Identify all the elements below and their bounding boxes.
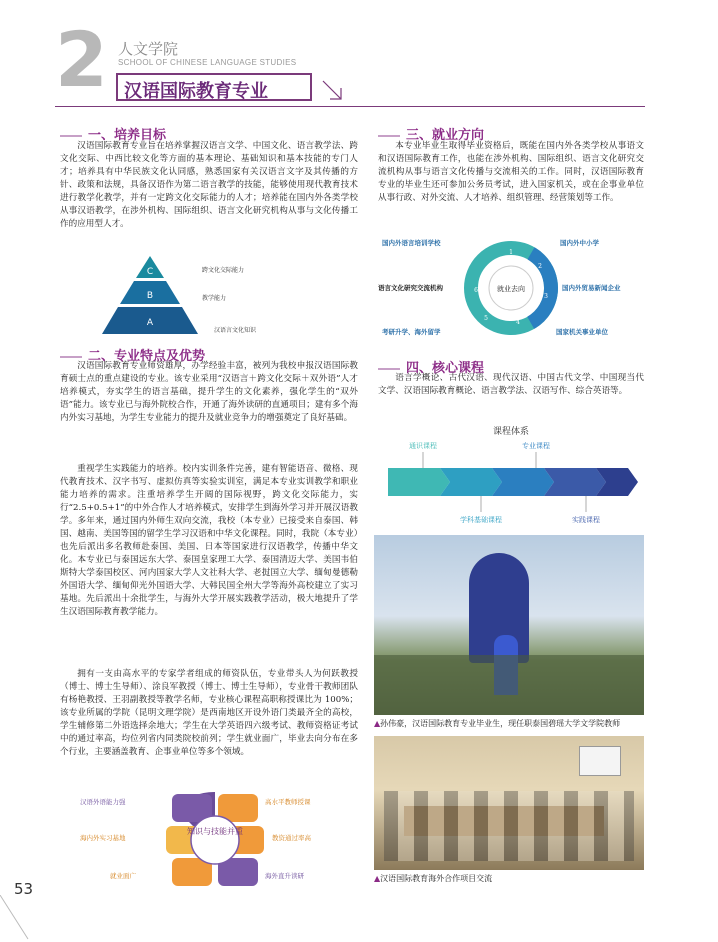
section-2-text-1: 汉语国际教育专业师资雄厚，办学经验丰富，被列为我校申报汉语国际教育硕士点的重点建设的专业。该专业采用“汉语言＋跨文化交际＋双外语”人才培养模式，夯实学生的语言基础，提升学生的文化素养，强化学生的“双外语”能力。该专业已与海外院校合作，开通了海外读研的直通项目；建有多个海内外实习基地，为学生专业能力的提升及就业竞争力的增强奠定了良好基础。: [60, 361, 358, 423]
career-cycle-diagram: [378, 232, 644, 344]
pyramid-label-c: 跨文化交际能力: [202, 267, 245, 274]
major-title: 汉语国际教育专业: [116, 73, 312, 101]
pyramid-letter-b: B: [146, 291, 154, 301]
section-3-text: 本专业毕业生取得毕业资格后，既能在国内外各类学校从事语文和汉语国际教育工作，也能在涉外机构、国际组织、语言文化研究交流机构从事与语言文化传播与交流相关的工作。同时，汉语国际教育专业的毕业生还可参加公务员考试，进入国家机关，或在企事业单位从事行政、对外交流、人才培养、组织管理、经营策划等工作。: [378, 141, 644, 203]
cycle-num-4: 4: [516, 319, 520, 326]
section-1-text: 汉语国际教育专业旨在培养掌握汉语言文学、中国文化、语言教学法、跨文化交际、中西比较文化等方面的基本理论、基础知识和基本技能的专门人才；培养具有中华民族文化认同感，熟悉国家有关汉语言文字及其传播的方针、政策和法规，具备汉语作为第二语言教学的技能，能够使用现代教育技术进行教学化教学，并有一定跨文化交际能力的人才；培养能在国内外各类学校从事汉语教学，在涉外机构、国际组织、语言文化研究机构从事与文化传播工作的应用型人才。: [60, 141, 358, 229]
presentation-screen: [579, 746, 621, 776]
section-number: 2: [55, 15, 108, 104]
cycle-num-1: 1: [509, 249, 513, 256]
wheel-center-label: 知识与技能并重: [187, 827, 243, 836]
section-4-title: 四、核心课程: [378, 357, 484, 376]
school-name-cn: 人文学院: [118, 40, 179, 58]
course-top-1: 通识课程: [409, 442, 437, 450]
meeting-photo: [374, 736, 644, 870]
cycle-label-bl: 考研升学、海外留学: [382, 328, 441, 336]
page-number: 53: [14, 880, 34, 898]
arrow-icon: [320, 78, 346, 104]
cycle-label-tl: 国内外语言培训学校: [382, 239, 441, 247]
corner-decoration: [0, 895, 30, 942]
cycle-num-6: 6: [474, 287, 478, 294]
course-title: 课程体系: [492, 427, 530, 437]
section-1-title: 一、培养目标: [60, 124, 166, 143]
cycle-label-l: 语言文化研究交流机构: [378, 284, 443, 292]
pyramid-letter-a: A: [146, 318, 154, 328]
section-3-title: 三、就业方向: [378, 124, 484, 143]
strengths-wheel-diagram: [80, 790, 350, 890]
school-name-en: SCHOOL OF CHINESE LANGUAGE STUDIES: [118, 58, 297, 67]
section-2-text-2: 重视学生实践能力的培养。校内实训条件完善，建有智能语音、微格、现代教育技术、汉字书写、虚拟仿真等实验实训室，满足本专业实训教学和职业能力培养的需求。注重培养学生开阔的国际视野，跨文化交际能力，实行“2.5+0.5+1”的中外合作人才培养模式，安排学生到海外学习并开展汉语教学。多年来，通过国内外师生双向交流，我校（本专业）已接受来自泰国、韩国、越南、美国等国的留学生学习汉语和中华文化课程。同时，我院（本专业）也先后派出多名教师赴泰国、美国、日本等国家进行汉语教学，传播中华文化。本专业已与泰国远东大学、泰国皇家理工大学、泰国清迈大学、美国韦伯斯特大学泰国校区、河内国家大学人文社科大学、老挝国立大学、缅甸曼德勒外国语大学、缅甸仰光外国语大学、大韩民国全州大学等海外高校建立了实习基地。先后派出十余批学生，与海外大学开展实践教学活动，极大地提升了学生汉语国际教育教学能力。: [60, 464, 358, 617]
cycle-num-2: 2: [538, 263, 542, 270]
wheel-item-3: 海内外实习基地: [80, 834, 126, 842]
course-system-diagram: [378, 420, 644, 532]
pyramid-diagram: [90, 252, 310, 340]
cycle-num-3: 3: [544, 293, 548, 300]
photo-caption-1: ▲ 孙伟豪，汉语国际教育专业毕业生，现任职泰国碧瑶大学文学院教师: [374, 718, 646, 729]
cycle-label-tr: 国内外中小学: [560, 239, 599, 247]
wheel-item-2: 高水平教师授课: [265, 798, 311, 806]
course-arrow-1: [388, 468, 450, 496]
photo-caption-2: ▲ 汉语国际教育海外合作项目交流: [374, 873, 646, 884]
course-top-2: 专业课程: [522, 442, 550, 450]
wheel-item-1: 汉语外语能力强: [80, 798, 126, 806]
wheel-item-6: 海外直升读研: [265, 872, 304, 880]
graduate-photo: [374, 535, 644, 715]
header-divider: [55, 106, 645, 107]
course-bottom-2: 实践课程: [572, 516, 600, 524]
wheel-item-5: 就业面广: [110, 872, 136, 880]
pyramid-label-a: 汉语言文化知识: [214, 327, 257, 334]
cycle-num-5: 5: [484, 315, 488, 322]
course-bottom-1: 学科基础课程: [460, 516, 502, 524]
section-2-title: 二、专业特点及优势: [60, 345, 205, 364]
section-4-text: 语言学概论、古代汉语、现代汉语、中国古代文学、中国现当代文学、汉语国际教育概论、语言教学法、汉语写作、综合英语等。: [378, 373, 644, 396]
section-2-text-3: 拥有一支由高水平的专家学者组成的师资队伍，专业带头人为何跃教授（博士、博士生导师）、涂良军教授（博士、博士生导师），专业骨干教师团队有杨艳教授、王羽副教授等教学名师，专业核心课程高职称授课比为 100%；该专业所属的学院（昆明文理学院）是西南地区开设外语门类最齐全的高校，学生辅修第二外语选择余地大；学生在大学英语四六级考试、教师资格证考试中的通过率高，均位列省内同类院校前列；学生就业面广，毕业去向分布在多个行业，主要涵盖教育、企事业单位等多个领域。: [60, 669, 358, 757]
cycle-label-r: 国内外贸易新闻企业: [562, 284, 621, 292]
cycle-center: 就业去向: [497, 285, 525, 293]
wheel-item-4: 教资通过率高: [272, 834, 311, 842]
pyramid-label-b: 教学能力: [202, 295, 227, 302]
cycle-label-br: 国家机关事业单位: [556, 328, 608, 336]
pyramid-letter-c: C: [146, 267, 154, 277]
